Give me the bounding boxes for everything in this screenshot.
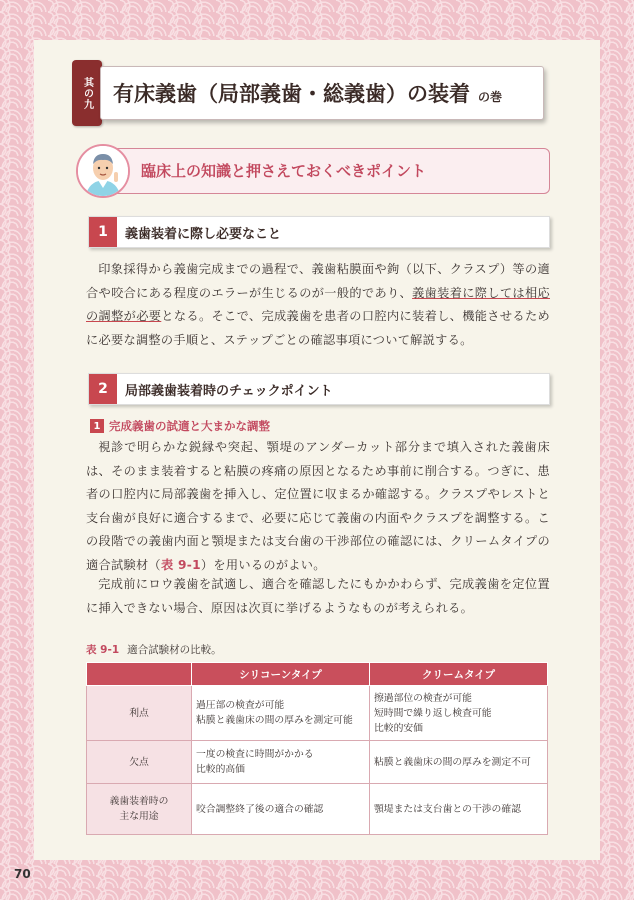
- cell-line: 一度の検査に時間がかかる: [196, 749, 314, 760]
- cell-line: 義歯装着時の: [109, 796, 169, 807]
- subsection-header: [90, 418, 270, 434]
- silicone-advantages-cell: [192, 686, 370, 741]
- cell-line: 粘膜と義歯床の間の厚みを測定可能: [196, 715, 353, 726]
- banner-text: 臨床上の知識と押さえておくべきポイント: [141, 162, 427, 180]
- subsection-number: 1: [90, 419, 104, 433]
- section-1-header: [88, 216, 550, 248]
- row-header-advantages: 利点: [87, 686, 192, 741]
- section-1-number: 1: [89, 217, 117, 247]
- cell-line: 比較的安価: [374, 722, 423, 734]
- silicone-uses-cell: [192, 784, 370, 835]
- section-2-paragraph-2: 完成前にロウ義歯を試適し、適合を確認したにもかかわらず、完成義歯を定位置に挿入できない場合、原因は次頁に挙げるようなものが考えられる。: [86, 577, 550, 615]
- points-banner: [88, 148, 550, 194]
- cell-line: 過圧部の検査が可能: [196, 700, 285, 711]
- cream-uses-cell: [370, 784, 548, 835]
- row-header-disadvantages: 欠点: [87, 741, 192, 784]
- table-header-silicone: シリコーンタイプ: [192, 663, 370, 686]
- cell-line: 比較的高価: [196, 764, 245, 775]
- cell-line: 顎堤または支台歯との干渉の確認: [374, 803, 521, 815]
- cell-line: 粘膜と義歯床の間の厚みを測定不可: [374, 756, 531, 768]
- table-header-empty: [87, 663, 192, 686]
- table-caption-text: 適合試験材の比較。: [127, 644, 222, 656]
- section-2-paragraph-1: [86, 436, 550, 577]
- section-2-text-b: ）を用いるのがよい。: [200, 557, 326, 572]
- section-2-title: 局部義歯装着時のチェックポイント: [125, 383, 333, 399]
- table-caption: [86, 642, 222, 657]
- cell-line: 主な用途: [119, 811, 159, 822]
- cell-line: 擦過部位の検査が可能: [374, 692, 472, 704]
- comparison-table: [86, 662, 548, 835]
- section-2-number: 2: [89, 374, 117, 404]
- dentist-avatar-icon: [76, 144, 130, 198]
- cell-line: 咬合調整終了後の適合の確認: [196, 803, 324, 815]
- table-reference-link[interactable]: 表 9-1: [160, 557, 201, 572]
- chapter-title: 有床義歯（局部義歯・総義歯）の装着: [113, 82, 470, 106]
- section-1-underlined-text: 義歯装着に際しては相応の調整が必要: [86, 285, 550, 323]
- silicone-disadvantages-cell: [192, 741, 370, 784]
- table-row: [87, 784, 548, 835]
- subsection-title: 完成義歯の試適と大まかな調整: [109, 419, 270, 433]
- cell-line: 短時間で繰り返し検査可能: [374, 707, 492, 719]
- section-2-text-a: 視診で明らかな鋭縁や突起、顎堤のアンダーカット部分まで填入された義歯床は、そのまま装着すると粘膜の疼痛の原因となるため事前に削合する。つぎに、患者の口腔内に局部義歯を挿入し、定位置に収まるか確認する。クラスプやレストと支台歯が良好に適合するまで、必要に応じて義歯の内面やクラスプを調整する。この段階での義歯内面と顎堤または支台歯の干渉部位の確認には、クリームタイプの適合試験材（: [86, 440, 550, 572]
- chapter-tab: [72, 60, 102, 126]
- chapter-suffix: の巻: [478, 89, 503, 104]
- section-1-text-a: 印象採得から義歯完成までの過程で、義歯粘膜面や鉤（以下、クラスプ）等の適合や咬合にある程度のエラーが生じるのが一般的であり、: [86, 262, 550, 300]
- section-2-header: [88, 373, 550, 405]
- cream-disadvantages-cell: [370, 741, 548, 784]
- table-caption-tag: 表 9-1: [86, 644, 120, 656]
- table-row: [87, 686, 548, 741]
- row-header-uses: [87, 784, 192, 835]
- section-1-text-b: となる。そこで、完成義歯を患者の口腔内に装着し、機能させるために必要な調整の手順と、ステップごとの確認事項について解説する。: [86, 309, 550, 347]
- table-header-cream: クリームタイプ: [370, 663, 548, 686]
- page-number: 70: [14, 867, 31, 881]
- chapter-header: [100, 66, 544, 120]
- section-1-paragraph: [86, 258, 550, 352]
- section-1-title: 義歯装着に際し必要なこと: [125, 226, 282, 242]
- table-row: [87, 741, 548, 784]
- cream-advantages-cell: [370, 686, 548, 741]
- chapter-tab-label: 其の九: [81, 76, 93, 110]
